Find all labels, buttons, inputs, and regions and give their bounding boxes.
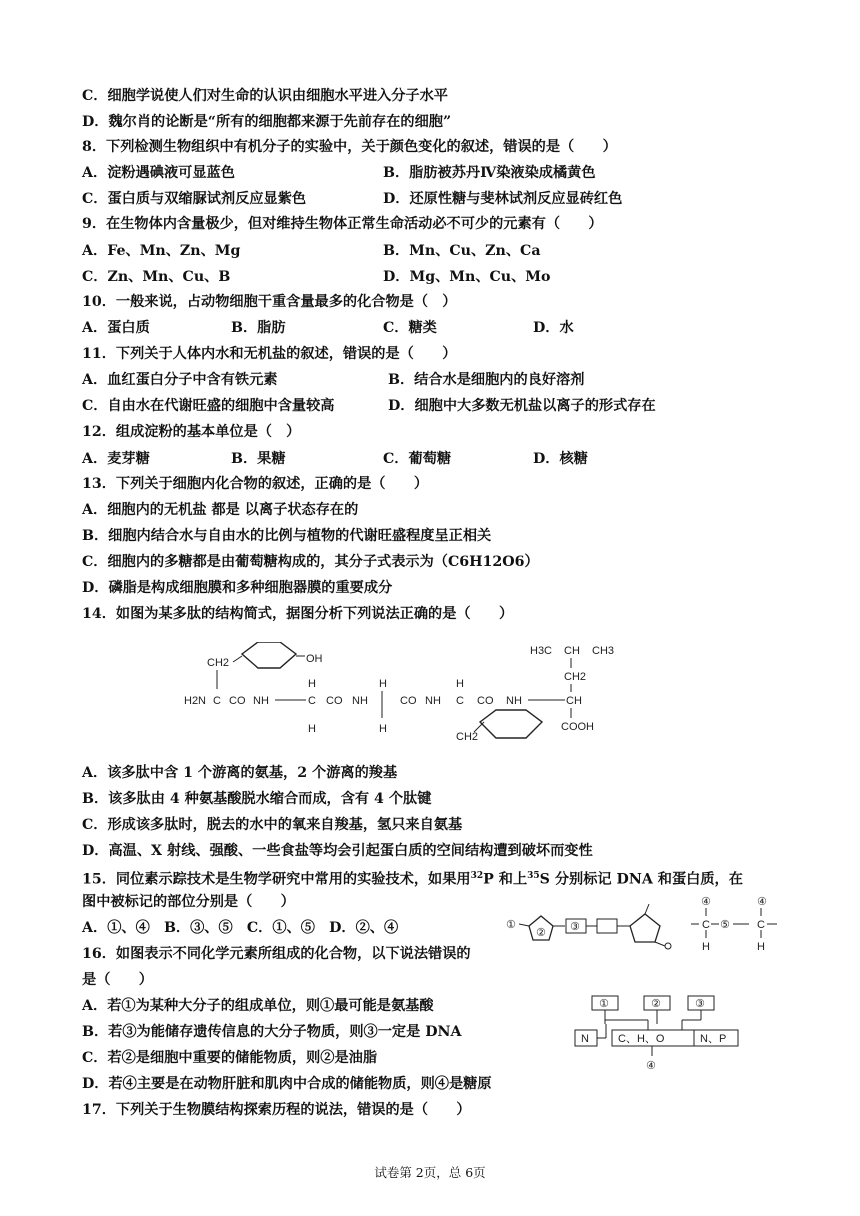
ch-label: CH [564,645,580,657]
q16-stem-cont: 是（ ） [82,972,153,988]
q12-stem: 12．组成淀粉的基本单位是（ ） [82,424,301,440]
n1-label: ① [599,998,609,1010]
box2-label: C、H、O [618,1033,665,1045]
n3-label: ③ [570,921,580,933]
q10-option-c: C．糖类 [383,320,437,336]
h-label: H [379,723,387,735]
co2-label: CO [326,695,343,707]
h-label: H [308,678,316,690]
q8-stem: 8．下列检测生物组织中有机分子的实验中，关于颜色变化的叙述，错误的是（ ） [82,139,617,155]
q11-option-a: A．血红蛋白分子中含有铁元素 [82,372,278,388]
q14-option-d: D．高温、X 射线、强酸、一些食盐等均会引起蛋白质的空间结构遭到破坏而变性 [82,843,593,859]
q17-stem: 17．下列关于生物膜结构探索历程的说法，错误的是（ ） [82,1102,471,1118]
q16-stem: 16．如图表示不同化学元素所组成的化合物，以下说法错误的 [82,946,471,962]
q10-option-b: B．脂肪 [231,320,286,336]
box3-label: N、P [700,1033,727,1045]
q16-option-d: D．若④主要是在动物肝脏和肌肉中合成的储能物质，则④是糖原 [82,1076,492,1092]
c2-label: C [308,695,316,707]
q13-option-d: D．磷脂是构成细胞膜和多种细胞器膜的重要成分 [82,580,393,596]
c4-label: C [456,695,464,707]
h2-label: H [757,941,765,952]
q12-option-b: B．果糖 [231,451,286,467]
q12-option-a: A．麦芽糖 [82,451,150,467]
co3-label: CO [400,695,417,707]
q9-option-b: B．Mn、Cu、Zn、Ca [383,243,541,259]
box1-label: N [581,1033,589,1045]
ch2-label: CH2 [207,657,230,669]
ch2-label: CH2 [564,671,587,683]
ch3-label: CH3 [592,645,615,657]
q10-stem: 10．一般来说，占动物细胞干重含量最多的化合物是（ ） [82,294,457,310]
q13-option-c: C．细胞内的多糖都是由葡萄糖构成的，其分子式表示为（C6H12O6） [82,554,539,570]
c-label: C [702,919,710,931]
q11-option-c: C．自由水在代谢旺盛的细胞中含量较高 [82,398,335,414]
q15-nucleotide-figure [505,890,785,952]
n2-label: ② [651,998,661,1010]
q16-elements-figure [570,994,750,1074]
phenol-ring [242,642,296,668]
q12-option-d: D．核糖 [533,451,588,467]
benzene-ring [480,710,542,738]
q11-option-d: D．细胞中大多数无机盐以离子的形式存在 [388,398,656,414]
q10-option-d: D．水 [533,320,574,336]
q14-option-c: C．形成该多肽时，脱去的水中的氧来自羧基，氢只来自氨基 [82,817,463,833]
q11-stem: 11．下列关于人体内水和无机盐的叙述，错误的是（ ） [82,346,457,362]
co4-label: CO [477,695,494,707]
ch-label: CH [566,695,582,707]
q8-option-b: B．脂肪被苏丹Ⅳ染液染成橘黄色 [383,165,596,181]
n3-label: ③ [695,998,705,1010]
h-label: H [456,678,464,690]
nh4-label: NH [506,695,522,707]
q13-option-b: B．细胞内结合水与自由水的比例与植物的代谢旺盛程度呈正相关 [82,528,492,544]
q8-option-c: C．蛋白质与双缩脲试剂反应显紫色 [82,191,307,207]
q10-option-a: A．蛋白质 [82,320,150,336]
ch2-label: CH2 [456,731,479,743]
cooh-label: COOH [561,721,594,733]
h2n-label: H2N [184,695,207,707]
q12-option-c: C．葡萄糖 [383,451,452,467]
q16-option-b: B．若③为能储存遗传信息的大分子物质，则③一定是 DNA [82,1024,462,1040]
q14-stem: 14．如图为某多肽的结构简式，据图分析下列说法正确的是（ ） [82,606,514,622]
q7-option-d: D．魏尔肖的论断是“所有的细胞都来源于先前存在的细胞” [82,114,452,130]
q15-options: A．①、④ B．③、⑤ C．①、⑤ D．②、④ [82,920,399,936]
co1-label: CO [229,695,246,707]
q14-option-a: A．该多肽中含 1 个游离的氨基，2 个游离的羧基 [82,765,398,781]
h-label: H [702,941,710,952]
h3c-label: H3C [530,645,553,657]
q9-stem: 9．在生物体内含量极少，但对维持生物体正常生命活动必不可少的元素有（ ） [82,216,603,232]
h-label: H [379,678,387,690]
n4-label: ④ [646,1060,656,1072]
q9-option-d: D．Mg、Mn、Cu、Mo [383,269,551,285]
q8-option-d: D．还原性糖与斐林试剂反应显砖红色 [383,191,623,207]
nh2-label: NH [352,695,368,707]
h-label: H [308,723,316,735]
n2-label: ② [536,927,546,939]
q11-option-b: B．结合水是细胞内的良好溶剂 [388,372,585,388]
q13-option-a: A．细胞内的无机盐 都是 以离子状态存在的 [82,502,359,518]
q14-option-b: B．该多肽由 4 种氨基酸脱水缩合而成，含有 4 个肽键 [82,791,432,807]
q9-option-c: C．Zn、Mn、Cu、B [82,269,231,285]
n5-label: ⑤ [720,919,730,931]
n4-label: ④ [701,896,711,908]
nh3-label: NH [425,695,441,707]
q9-option-a: A．Fe、Mn、Zn、Mg [82,243,241,259]
oh-label: OH [306,653,323,665]
q15-stem-cont: 图中被标记的部位分别是（ ） [82,894,295,910]
q8-option-a: A．淀粉遇碘液可显蓝色 [82,165,235,181]
q7-option-c: C．细胞学说使人们对生命的认识由细胞水平进入分子水平 [82,88,448,104]
q14-polypeptide-figure [180,642,650,750]
c1-label: C [213,695,221,707]
q13-stem: 13．下列关于细胞内化合物的叙述，正确的是（ ） [82,476,429,492]
n4b-label: ④ [757,896,767,908]
page-footer: 试卷第 2页，总 6页 [374,1165,486,1180]
q16-option-c: C．若②是细胞中重要的储能物质，则②是油脂 [82,1050,378,1066]
n1-label: ① [506,919,516,931]
c2-label: C [757,919,765,931]
q15-stem: 15．同位素示踪技术是生物学研究中常用的实验技术，如果用$^{32}$P 和上$^{35}$S 分别标记 DNA 和蛋白质，在 [82,871,743,888]
q16-option-a: A．若①为某种大分子的组成单位，则①最可能是氨基酸 [82,998,434,1014]
nh1-label: NH [253,695,269,707]
